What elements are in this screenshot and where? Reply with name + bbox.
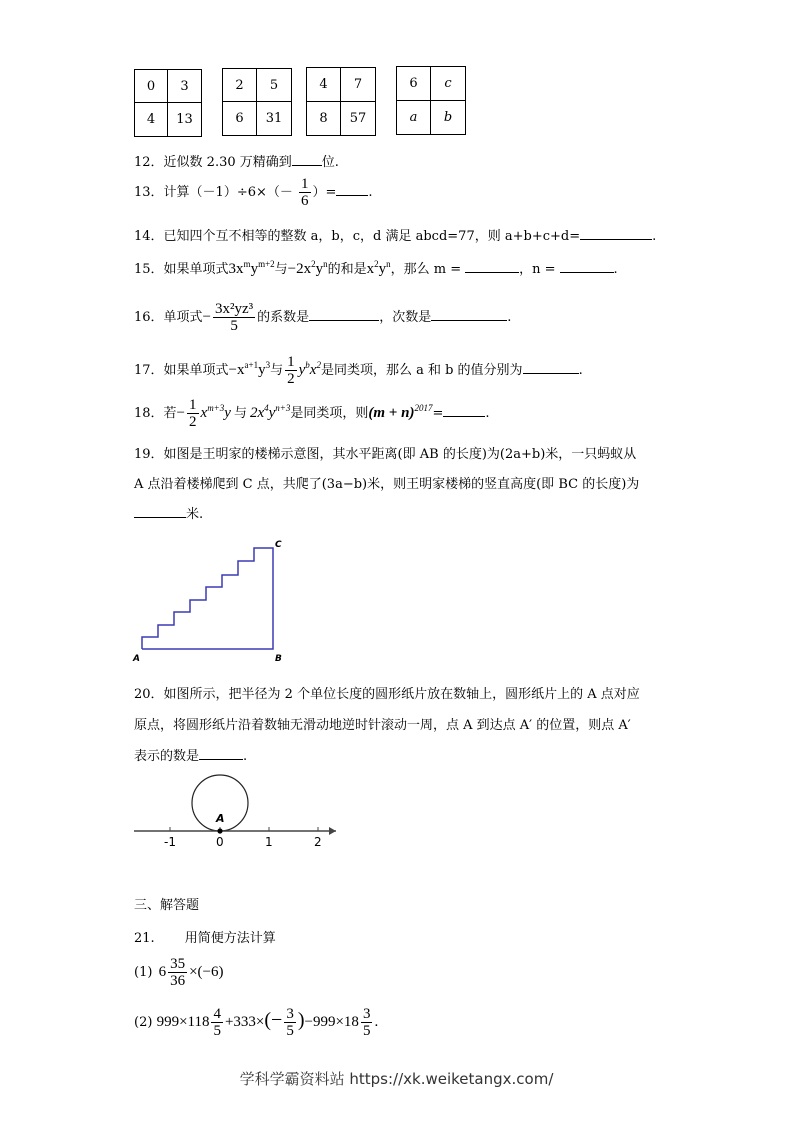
- expression: ×(−6): [189, 964, 224, 980]
- q21-part-1: [134, 956, 223, 989]
- minus-sign: −: [202, 309, 212, 325]
- grid-cell: 2: [223, 69, 257, 102]
- expression: 999×118: [156, 1014, 210, 1030]
- monomial: $2x^4y^{n+3}$: [249, 403, 291, 421]
- fraction: [285, 354, 297, 387]
- grid-cell: 57: [349, 110, 367, 126]
- grid-cell: 8: [307, 102, 341, 136]
- grid-cell: 0: [135, 70, 168, 103]
- monomial: $x^{m+3}y$: [200, 403, 231, 421]
- fraction-denominator: 5: [362, 1023, 371, 1039]
- q12-end: 位.: [321, 155, 339, 170]
- q13-text-2: ）=: [312, 185, 337, 200]
- monomial: $-x^{a+1}y^3$: [228, 360, 271, 378]
- question-19-line-1: 19．如图是王明家的楼梯示意图，其水平距离(即 AB 的长度)为(2a+b)米，一只蚂蚁从: [134, 447, 637, 462]
- q19-unit: 米.: [186, 507, 204, 522]
- fraction: [187, 397, 199, 430]
- tick-label: 1: [265, 835, 273, 849]
- question-20-line-2: 原点，将圆形纸片沿着数轴无滑动地逆时针滚动一周，点 A 到达点 A′ 的位置，则点 A′: [134, 718, 631, 733]
- tick-label: 2: [314, 835, 322, 849]
- grid-cell: 7: [341, 68, 375, 102]
- question-12: [134, 151, 339, 170]
- question-20-line-1: 20．如图所示，把半径为 2 个单位长度的圆形纸片放在数轴上，圆形纸片上的 A 点对应: [134, 687, 640, 702]
- part-label: (1): [134, 965, 153, 980]
- q17-and: 与: [270, 363, 284, 378]
- q13-text: 13．计算（－1）÷6×（－: [134, 185, 293, 200]
- grid-cell: 6: [397, 67, 431, 101]
- fraction-denominator: 6: [301, 193, 309, 209]
- tick-label: -1: [164, 835, 176, 849]
- point-label-a: A: [216, 812, 225, 825]
- monomial: $3x^my^{m+2}$: [228, 259, 275, 277]
- q15-text: 15．如果单项式: [134, 262, 229, 277]
- fraction: [361, 1006, 373, 1039]
- q20-text: 表示的数是: [134, 749, 200, 764]
- expression: −999×18: [304, 1014, 359, 1030]
- monomial: $y^bx^2$: [298, 360, 321, 378]
- fraction-numerator: 3: [362, 1006, 371, 1022]
- q16-end: .: [507, 310, 512, 325]
- number-grid-2: [222, 68, 292, 136]
- fraction-numerator: 3: [286, 1006, 294, 1022]
- fraction-denominator: 5: [213, 1023, 221, 1039]
- fraction-denominator: 2: [189, 414, 197, 430]
- part-label: (2): [134, 1015, 153, 1030]
- fraction-denominator: 5: [286, 1023, 294, 1039]
- fraction: [284, 1006, 296, 1039]
- q21-part-2: [134, 1006, 378, 1039]
- section-heading: 三、解答题: [134, 898, 200, 913]
- answer-blank: [309, 308, 379, 321]
- grid-cell: a: [397, 101, 431, 135]
- q16-text-3: ，次数是: [379, 310, 432, 325]
- fraction-numerator: 1: [301, 176, 309, 192]
- answer-blank: [580, 227, 652, 240]
- monomial: $-2x^2y^n$: [287, 259, 328, 277]
- point-label-b: B: [275, 654, 282, 664]
- q17-text: 17．如果单项式: [134, 363, 229, 378]
- question-21: [134, 927, 276, 946]
- number-line-figure: [132, 770, 340, 850]
- number-grid-1: [134, 69, 202, 137]
- grid-cell: 5: [257, 69, 291, 102]
- question-20-line-3: [134, 745, 247, 764]
- expression: $(m + n)^{2017}$: [368, 403, 433, 421]
- staircase-figure: [130, 535, 290, 665]
- tick-label: 0: [216, 835, 224, 849]
- q18-and: 与: [233, 406, 247, 421]
- question-19-line-3: [134, 503, 203, 522]
- grid-cell: 4: [307, 68, 341, 102]
- q15-text-4: ，n =: [519, 262, 556, 277]
- close-paren: ): [297, 1009, 305, 1031]
- fraction: [168, 956, 187, 989]
- q21-number: 21.: [134, 931, 155, 946]
- arrow-head-icon: [329, 827, 336, 835]
- grid-cell: b: [443, 109, 453, 125]
- point-a-dot: [217, 828, 222, 833]
- answer-blank: [465, 260, 519, 273]
- question-17: [134, 354, 583, 387]
- answer-blank: [199, 747, 243, 760]
- monomial: $x^2y^n$: [366, 259, 391, 277]
- q15-and: 与: [274, 262, 288, 277]
- q18-text: 18．若: [134, 406, 177, 421]
- fraction: [299, 176, 311, 209]
- q17-text-2: 是同类项，那么 a 和 b 的值分别为: [320, 363, 523, 378]
- question-15: [134, 258, 618, 278]
- q15-end: .: [613, 262, 618, 277]
- q13-end: .: [368, 185, 373, 200]
- answer-blank: [560, 260, 614, 273]
- answer-blank: [134, 505, 186, 518]
- question-18: [134, 397, 490, 430]
- grid-cell: 4: [135, 103, 168, 136]
- point-label-a: A: [133, 654, 140, 664]
- fraction-numerator: 35: [170, 956, 186, 972]
- period: .: [374, 1014, 379, 1030]
- page-footer: 学科学霸资料站 https://xk.weiketangx.com/: [239, 1070, 554, 1088]
- minus-sign: −: [176, 405, 186, 421]
- fraction-numerator: 1: [189, 397, 197, 413]
- fraction-numerator: 4: [213, 1006, 221, 1022]
- q16-text: 16．单项式: [134, 310, 203, 325]
- q15-text-3: ，那么 m =: [390, 262, 462, 277]
- question-19-line-2: A 点沿着楼梯爬到 C 点，共爬了(3a−b)米，则王明家楼梯的竖直高度(即 BC 的长度)为: [134, 477, 640, 492]
- number-grid-4: [396, 66, 466, 135]
- expression: +333×: [224, 1014, 265, 1030]
- q21-title: 用简便方法计算: [184, 931, 276, 946]
- q17-end: .: [578, 363, 583, 378]
- fraction-denominator: 36: [170, 973, 186, 989]
- answer-blank: [431, 308, 507, 321]
- question-14: [134, 225, 656, 244]
- grid-cell: 6: [223, 102, 257, 135]
- q14-text: 14．已知四个互不相等的整数 a，b，c，d 满足 abcd=77，则 a+b+c+d=: [134, 229, 581, 244]
- fraction: [211, 1006, 223, 1039]
- answer-blank: [336, 183, 368, 196]
- q18-eq: =: [432, 406, 444, 421]
- fraction-denominator: 2: [287, 371, 295, 387]
- grid-cell: 3: [168, 70, 201, 103]
- q18-end: .: [485, 406, 490, 421]
- fraction-numerator: 1: [287, 354, 295, 370]
- answer-blank: [443, 404, 485, 417]
- fraction-denominator: 5: [230, 318, 238, 334]
- mixed-whole: 6: [158, 964, 167, 980]
- fraction: [213, 301, 255, 334]
- fraction-numerator: 3x²yz³: [215, 301, 254, 317]
- q18-text-2: 是同类项，则: [290, 406, 369, 421]
- point-label-c: C: [275, 540, 282, 550]
- question-13: [134, 176, 373, 209]
- open-paren: (−: [264, 1009, 283, 1031]
- q16-text-2: 的系数是: [257, 310, 310, 325]
- q12-text: 12．近似数 2.30 万精确到: [134, 155, 292, 170]
- question-16: [134, 301, 511, 334]
- answer-blank: [292, 153, 322, 166]
- q15-text-2: 的和是: [327, 262, 367, 277]
- number-grid-3: [306, 67, 376, 136]
- q20-end: .: [243, 749, 248, 764]
- q14-end: .: [652, 229, 657, 244]
- grid-cell: c: [431, 67, 465, 101]
- answer-blank: [523, 361, 579, 374]
- staircase-steps: [142, 548, 273, 649]
- grid-cell: 31: [265, 111, 283, 126]
- grid-cell: 13: [176, 112, 193, 127]
